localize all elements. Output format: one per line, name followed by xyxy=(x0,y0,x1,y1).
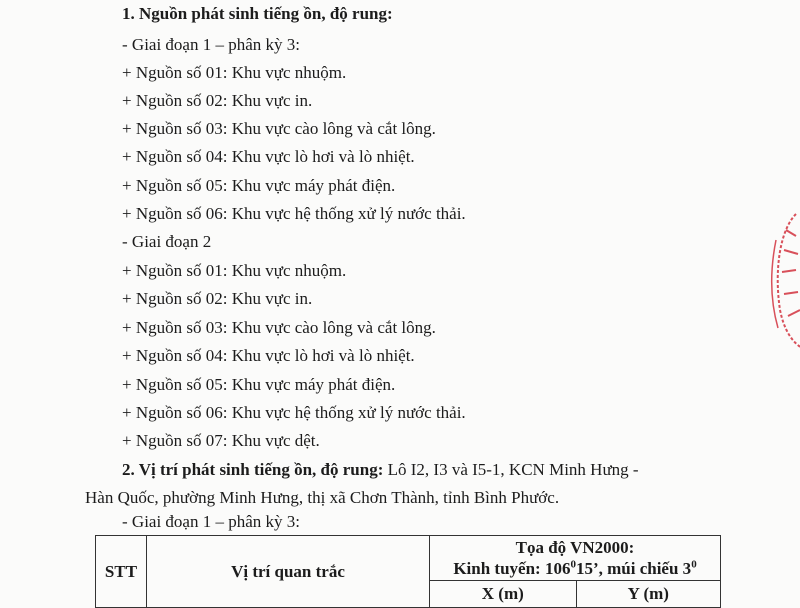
list-item: + Nguồn số 02: Khu vực in. xyxy=(122,289,313,308)
list-item: + Nguồn số 02: Khu vực in. xyxy=(122,91,313,110)
section-1-phase-2-title: - Giai đoạn 2 xyxy=(122,232,212,251)
list-item: + Nguồn số 06: Khu vực hệ thống xử lý nước thải. xyxy=(122,204,466,223)
section-1-heading: 1. Nguồn phát sinh tiếng ồn, độ rung: xyxy=(122,4,393,23)
section-2-heading: 2. Vị trí phát sinh tiếng ồn, độ rung: xyxy=(122,460,384,479)
section-2-phase-1-title: - Giai đoạn 1 – phân kỳ 3: xyxy=(122,512,300,531)
coords-line-2a: Kinh tuyến: 106 xyxy=(453,559,571,578)
coords-degree-2: 0 xyxy=(691,558,697,571)
list-item: + Nguồn số 05: Khu vực máy phát điện. xyxy=(122,375,396,394)
list-item: + Nguồn số 03: Khu vực cào lông và cắt lông. xyxy=(122,318,436,337)
table-header-x: X (m) xyxy=(430,581,577,608)
red-seal-fragment xyxy=(762,210,800,350)
list-item: + Nguồn số 01: Khu vực nhuộm. xyxy=(122,63,347,82)
table-header-y: Y (m) xyxy=(576,581,720,608)
section-2-paragraph xyxy=(85,456,725,512)
coords-degree-1: 0 xyxy=(570,558,576,571)
list-item: + Nguồn số 06: Khu vực hệ thống xử lý nước thải. xyxy=(122,403,466,422)
section-2-text-line-1: Lô I2, I3 và I5-1, KCN Minh Hưng - xyxy=(383,460,639,479)
coords-line-1: Tọa độ VN2000: xyxy=(515,538,635,557)
list-item: + Nguồn số 01: Khu vực nhuộm. xyxy=(122,261,347,280)
section-1-phase-1-title: - Giai đoạn 1 – phân kỳ 3: xyxy=(122,35,300,54)
section-2-text-line-2: Hàn Quốc, phường Minh Hưng, thị xã Chơn Thành, tỉnh Bình Phước. xyxy=(85,488,560,507)
list-item: + Nguồn số 04: Khu vực lò hơi và lò nhiệt. xyxy=(122,147,415,166)
table-header-stt: STT xyxy=(96,536,147,608)
coords-line-2b: 15’, múi chiếu 3 xyxy=(575,559,692,578)
table-header-location: Vị trí quan trắc xyxy=(147,536,430,608)
table-header-coordinates xyxy=(430,536,721,581)
list-item: + Nguồn số 03: Khu vực cào lông và cắt lông. xyxy=(122,119,436,138)
list-item: + Nguồn số 07: Khu vực dệt. xyxy=(122,431,320,450)
list-item: + Nguồn số 04: Khu vực lò hơi và lò nhiệt. xyxy=(122,346,415,365)
monitoring-table xyxy=(95,535,721,608)
list-item: + Nguồn số 05: Khu vực máy phát điện. xyxy=(122,176,396,195)
